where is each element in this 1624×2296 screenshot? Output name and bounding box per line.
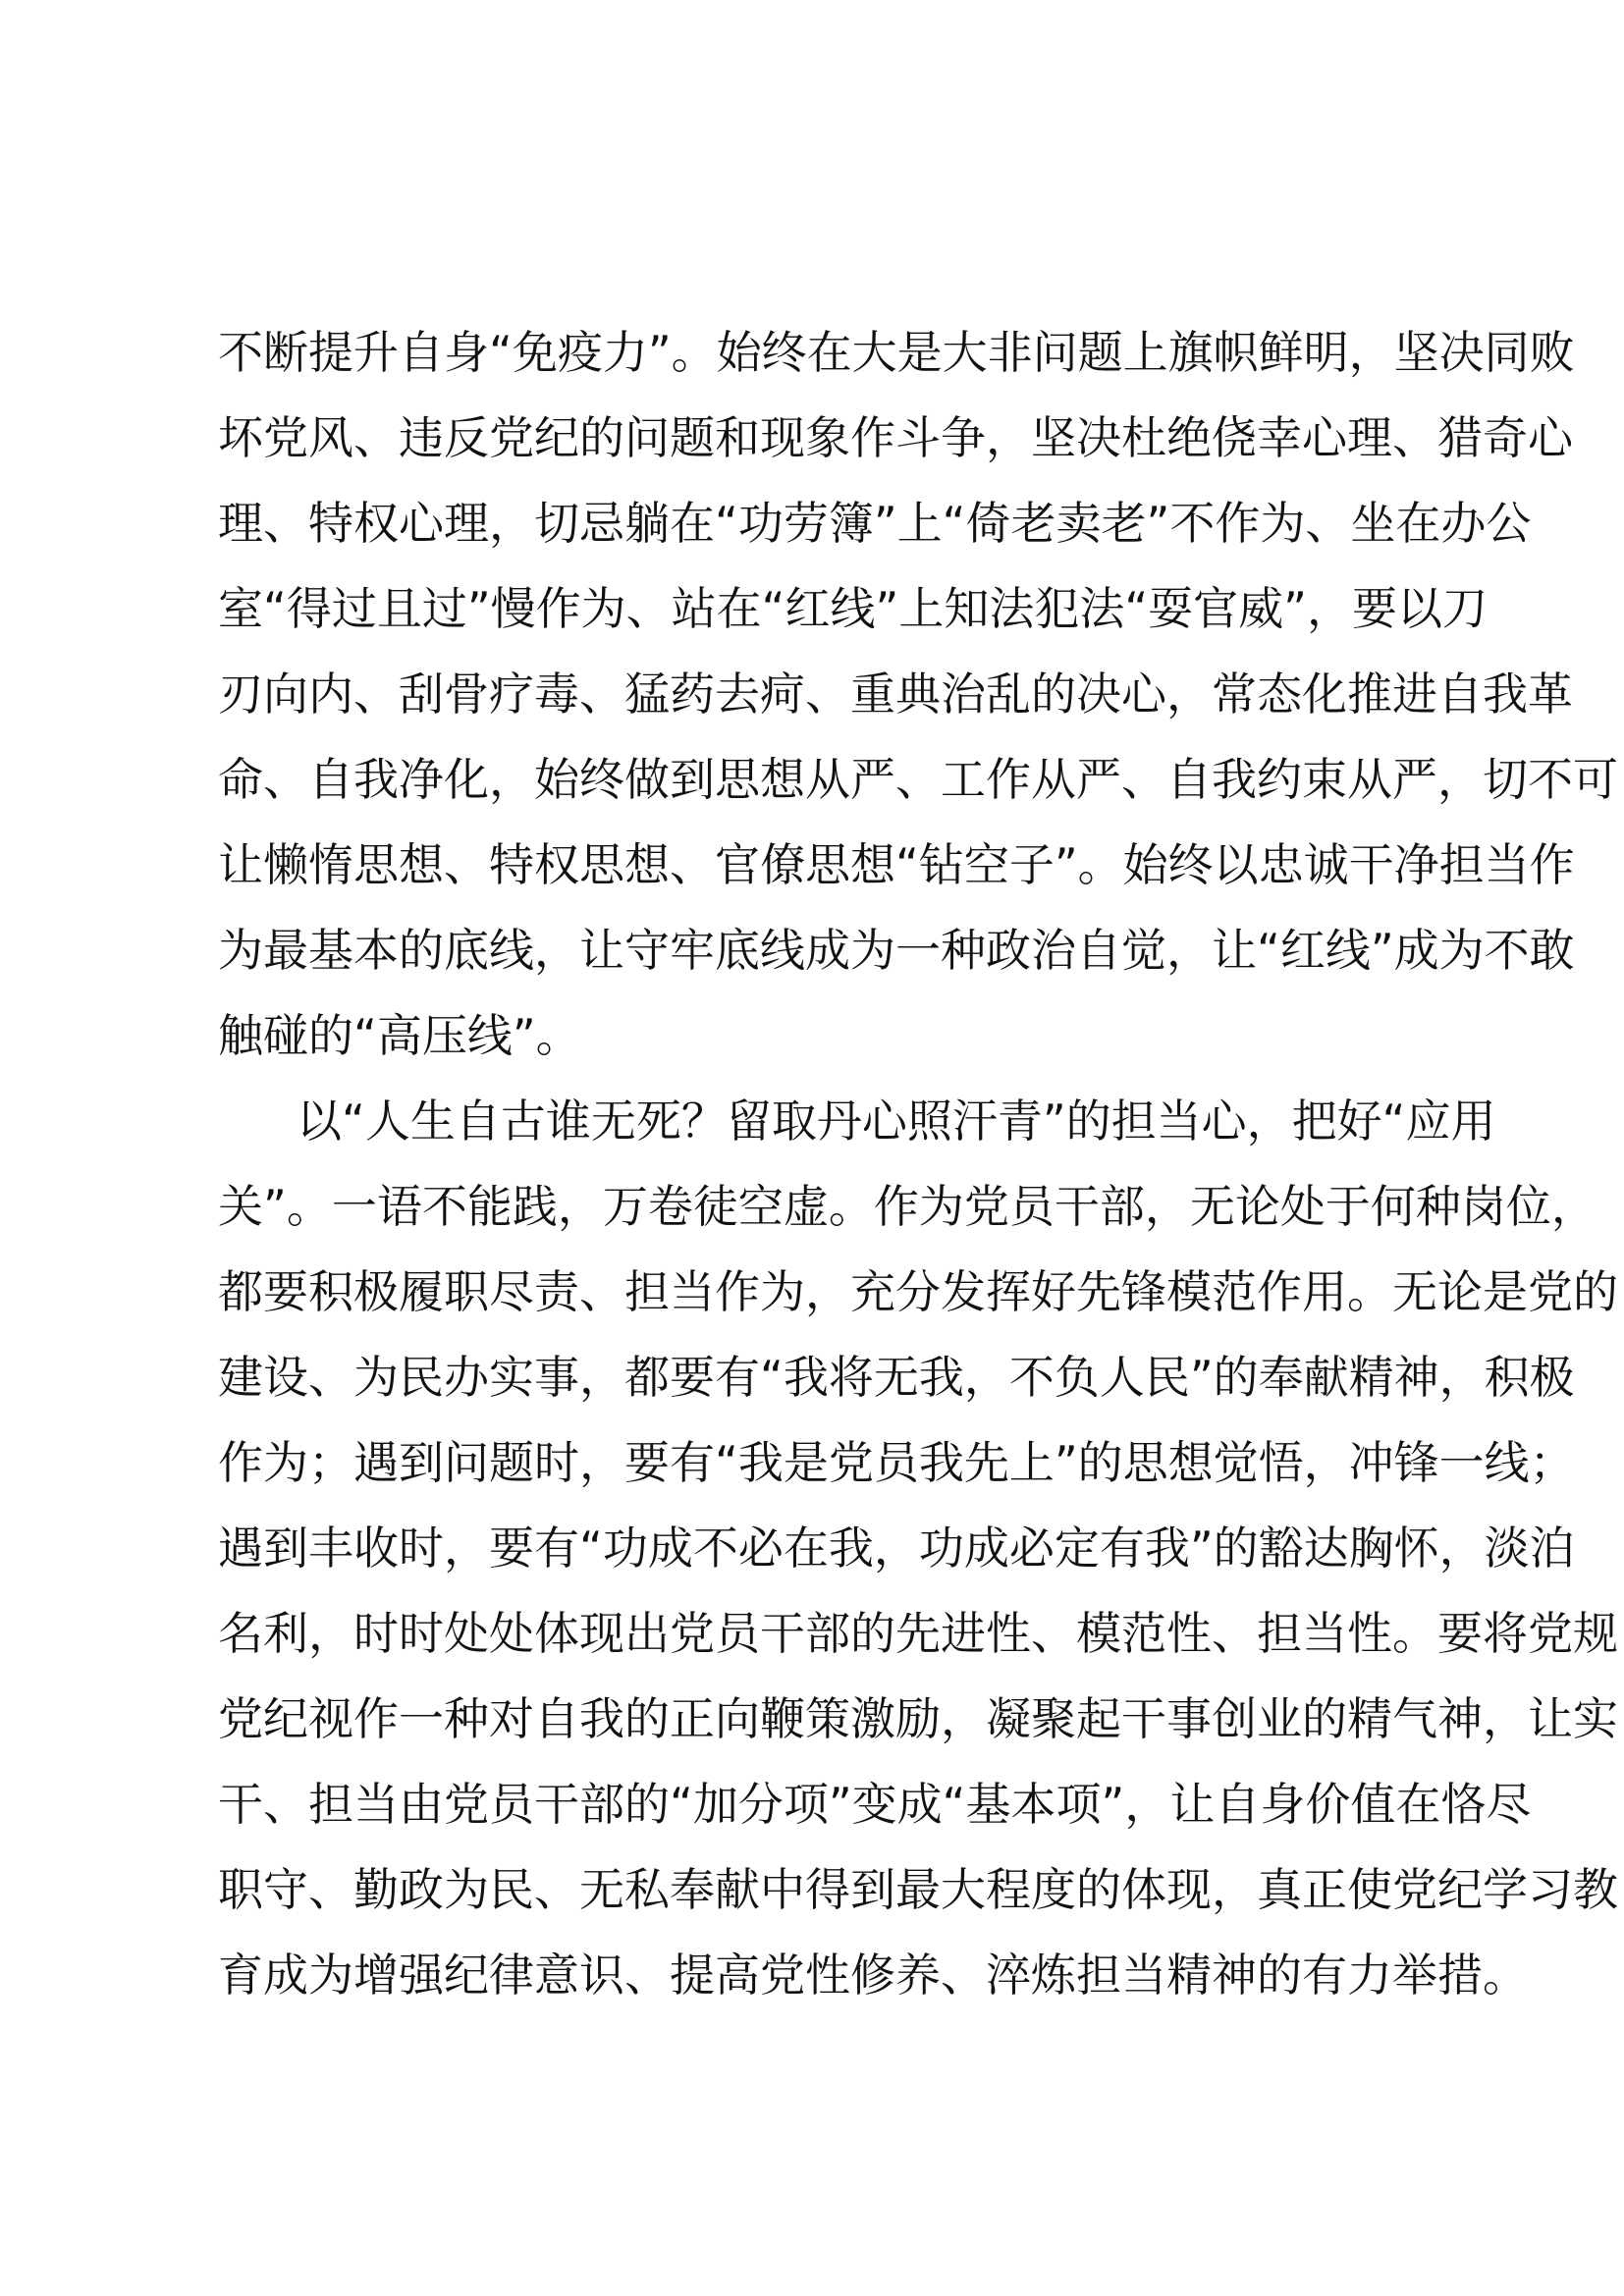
text-line: 遇到丰收时，要有“功成不必在我，功成必定有我”的豁达胸怀，淡泊	[218, 1522, 1575, 1575]
text-line: 刃向内、刮骨疗毒、猛药去疴、重典治乱的决心，常态化推进自我革	[218, 667, 1573, 721]
text-line: 让懒惰思想、特权思想、官僚思想“钻空子”。始终以忠诚干净担当作	[218, 838, 1575, 891]
text-line: 不断提升自身“免疫力”。始终在大是大非问题上旗帜鲜明，坚决同败	[218, 326, 1575, 379]
text-line: 职守、勤政为民、无私奉献中得到最大程度的体现，真正使党纪学习教	[218, 1863, 1618, 1916]
text-line: 干、担当由党员干部的“加分项”变成“基本项”，让自身价值在恪尽	[218, 1778, 1532, 1831]
paragraph-2	[218, 1079, 1618, 2018]
text-line: 坏党风、违反党纪的问题和现象作斗争，坚决杜绝侥幸心理、猎奇心	[218, 411, 1573, 464]
body-text	[218, 310, 1618, 2018]
text-line: 育成为增强纪律意识、提高党性修养、淬炼担当精神的有力举措。	[218, 1949, 1528, 2002]
text-line: 建设、为民办实事，都要有“我将无我，不负人民”的奉献精神，积极	[218, 1351, 1575, 1404]
text-line: 为最基本的底线，让守牢底线成为一种政治自觉，让“红线”成为不敢	[218, 924, 1575, 977]
text-line: 室“得过且过”慢作为、站在“红线”上知法犯法“耍官威”，要以刀	[218, 582, 1488, 635]
text-line: 作为；遇到问题时，要有“我是党员我先上”的思想觉悟，冲锋一线；	[218, 1436, 1575, 1489]
text-line: 命、自我净化，始终做到思想从严、工作从严、自我约束从严，切不可	[218, 753, 1618, 806]
text-line: 都要积极履职尽责、担当作为，充分发挥好先锋模范作用。无论是党的	[218, 1265, 1618, 1318]
text-line: 理、特权心理，切忌躺在“功劳簿”上“倚老卖老”不作为、坐在办公	[218, 497, 1532, 550]
text-line: 触碰的“高压线”。	[218, 1009, 581, 1062]
text-line: 以“人生自古谁无死？留取丹心照汗青”的担当心，把好“应用	[297, 1095, 1496, 1148]
text-line: 党纪视作一种对自我的正向鞭策激励，凝聚起干事创业的精气神，让实	[218, 1692, 1618, 1745]
text-line: 关”。一语不能践，万卷徒空虚。作为党员干部，无论处于何种岗位，	[218, 1180, 1597, 1233]
paragraph-1	[218, 310, 1618, 1079]
text-line: 名利，时时处处体现出党员干部的先进性、模范性、担当性。要将党规	[218, 1607, 1618, 1660]
